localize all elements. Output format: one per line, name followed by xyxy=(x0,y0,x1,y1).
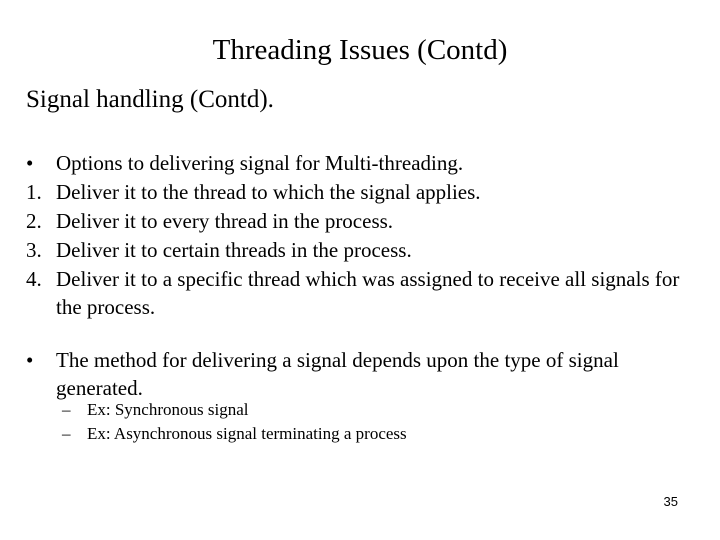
number-marker: 1. xyxy=(26,180,42,204)
list-item xyxy=(26,346,686,402)
list-item-text: Deliver it to every thread in the process. xyxy=(56,209,394,233)
bullet-marker: • xyxy=(26,151,34,175)
sub-list-item xyxy=(62,422,682,446)
sub-list-item-text: Ex: Synchronous signal xyxy=(87,400,249,419)
number-marker: 2. xyxy=(26,209,42,233)
list-item-text: The method for delivering a signal depends upon the type of signal generated. xyxy=(56,348,619,400)
list-item-text: Options to delivering signal for Multi-threading. xyxy=(56,151,464,175)
bullet-marker: • xyxy=(26,348,34,372)
dash-marker: – xyxy=(62,400,71,419)
list-item xyxy=(26,178,686,206)
list-item xyxy=(26,149,686,177)
list-item-text: Deliver it to the thread to which the signal applies. xyxy=(56,180,481,204)
slide-title: Threading Issues (Contd) xyxy=(212,34,508,66)
list-item-text: Deliver it to certain threads in the process. xyxy=(56,238,412,262)
list-item xyxy=(26,236,686,264)
slide-number: 35 xyxy=(663,494,678,509)
sub-list-item-text: Ex: Asynchronous signal terminating a process xyxy=(87,424,407,443)
list-item xyxy=(26,265,686,321)
dash-marker: – xyxy=(62,424,71,443)
list-item xyxy=(26,207,686,235)
number-marker: 4. xyxy=(26,267,42,291)
sub-list-item xyxy=(62,398,682,422)
number-marker: 3. xyxy=(26,238,42,262)
slide-subtitle: Signal handling (Contd). xyxy=(26,86,274,113)
list-item-text: Deliver it to a specific thread which was assigned to receive all signals for the process. xyxy=(56,267,680,319)
